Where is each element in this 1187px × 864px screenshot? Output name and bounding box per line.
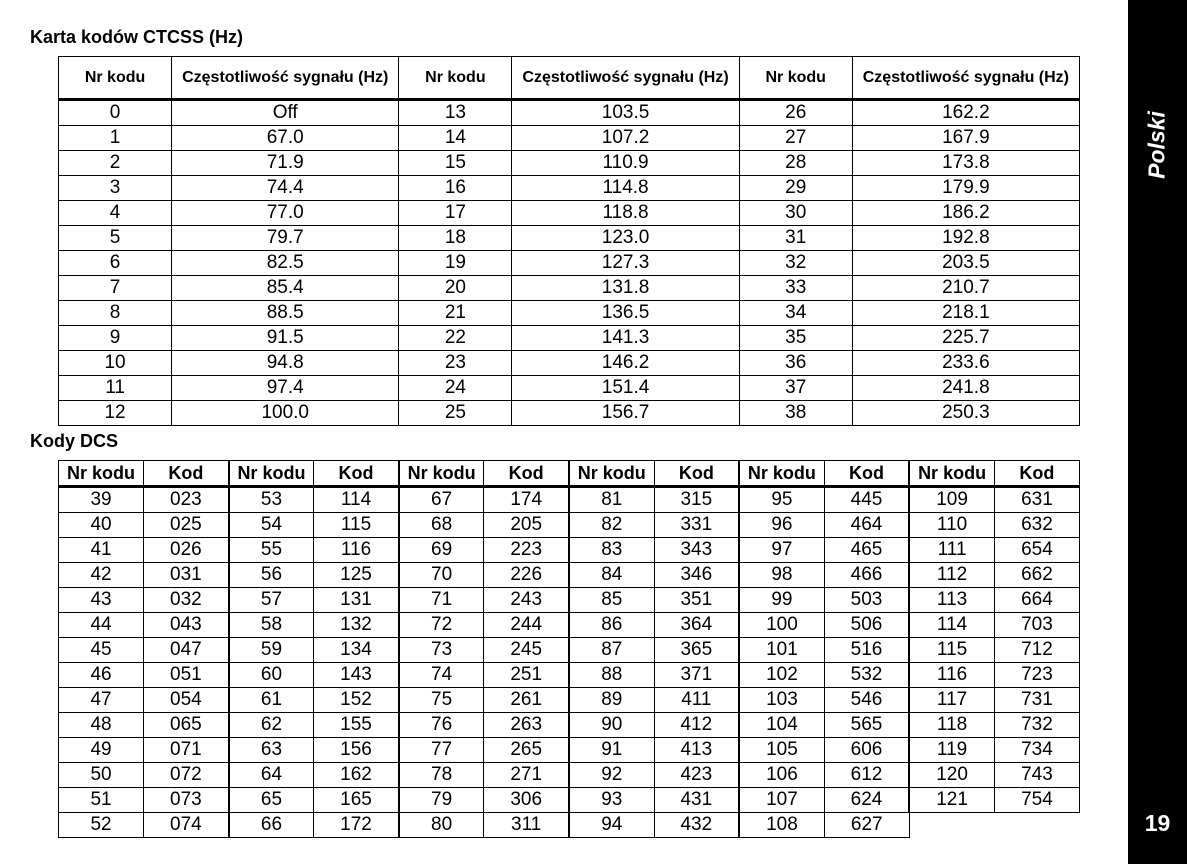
table-cell: 91.5 [172,326,399,351]
table-cell: 612 [824,763,909,788]
table-cell: 233.6 [852,351,1079,376]
table-cell: 731 [994,688,1079,713]
table-cell: 2 [59,151,172,176]
table-cell: 703 [994,613,1079,638]
table-header-row [59,461,1080,487]
table-cell: 14 [399,126,512,151]
table-cell: 94 [569,813,654,838]
table-cell: 70 [399,563,484,588]
table-cell: 4 [59,201,172,226]
column-header-value: Częstotliwość sygnału (Hz) [512,57,739,100]
table-cell: 364 [654,613,739,638]
table-cell: 47 [59,688,144,713]
table-cell: 606 [824,738,909,763]
table-cell: 85.4 [172,276,399,301]
table-cell: 101 [739,638,824,663]
table-cell: 74.4 [172,176,399,201]
table-cell: 516 [824,638,909,663]
table-cell: 179.9 [852,176,1079,201]
table-cell: 624 [824,788,909,813]
table-cell: 112 [909,563,994,588]
table-row [59,763,1080,788]
table-row [59,613,1080,638]
table-cell: 121 [909,788,994,813]
table-cell: 55 [229,538,314,563]
table-cell: 67 [399,487,484,513]
column-header-value: Kod [144,461,229,487]
table-cell: 46 [59,663,144,688]
table-cell: 210.7 [852,276,1079,301]
table-cell: 15 [399,151,512,176]
table-row [59,276,1080,301]
table-cell: 54 [229,513,314,538]
table-cell: 10 [59,351,172,376]
table-cell: 031 [144,563,229,588]
column-header-code-number: Nr kodu [59,57,172,100]
table-cell: 113 [909,588,994,613]
table-cell: 78 [399,763,484,788]
table-cell: 244 [484,613,569,638]
table-cell: 331 [654,513,739,538]
ctcss-section-title: Karta kodów CTCSS (Hz) [30,27,244,47]
table-row [59,151,1080,176]
table-cell: 82.5 [172,251,399,276]
table-cell: 071 [144,738,229,763]
table-cell: 80 [399,813,484,838]
table-cell: 506 [824,613,909,638]
table-cell: 218.1 [852,301,1079,326]
table-cell: 91 [569,738,654,763]
table-cell: 20 [399,276,512,301]
table-cell: 105 [739,738,824,763]
table-cell: 026 [144,538,229,563]
table-cell: 146.2 [512,351,739,376]
table-cell: 92 [569,763,654,788]
table-cell: 39 [59,487,144,513]
table-cell: 97 [739,538,824,563]
column-header-value: Kod [314,461,399,487]
table-cell: 245 [484,638,569,663]
table-cell: 61 [229,688,314,713]
table-cell: 24 [399,376,512,401]
table-cell: 109 [909,487,994,513]
table-cell: 118.8 [512,201,739,226]
table-cell: 107.2 [512,126,739,151]
table-cell: 76 [399,713,484,738]
table-cell: 72 [399,613,484,638]
table-cell: 85 [569,588,654,613]
column-header-value: Kod [654,461,739,487]
table-cell: 423 [654,763,739,788]
table-cell: 664 [994,588,1079,613]
table-cell: 11 [59,376,172,401]
table-cell: 8 [59,301,172,326]
table-cell: 431 [654,788,739,813]
table-cell: 754 [994,788,1079,813]
table-cell: 632 [994,513,1079,538]
table-cell: 19 [399,251,512,276]
table-cell: 155 [314,713,399,738]
table-cell: 251 [484,663,569,688]
table-cell: 42 [59,563,144,588]
column-header-value: Kod [824,461,909,487]
table-cell: 86 [569,613,654,638]
table-cell: 120 [909,763,994,788]
table-cell: 40 [59,513,144,538]
table-cell: 57 [229,588,314,613]
table-cell: 110 [909,513,994,538]
table-cell: 81 [569,487,654,513]
table-cell: 34 [739,301,852,326]
table-cell: 243 [484,588,569,613]
table-cell: 69 [399,538,484,563]
table-cell: 445 [824,487,909,513]
table-cell: 465 [824,538,909,563]
table-cell: 75 [399,688,484,713]
table-cell: 223 [484,538,569,563]
table-cell: 94.8 [172,351,399,376]
table-cell: 263 [484,713,569,738]
table-cell: 173.8 [852,151,1079,176]
table-cell: 241.8 [852,376,1079,401]
table-cell: 654 [994,538,1079,563]
table-cell: 565 [824,713,909,738]
table-cell: 167.9 [852,126,1079,151]
table-cell: 13 [399,100,512,126]
table-cell: 116 [909,663,994,688]
table-cell: 44 [59,613,144,638]
table-cell: 67.0 [172,126,399,151]
table-cell: 265 [484,738,569,763]
column-header-value: Częstotliwość sygnału (Hz) [172,57,399,100]
table-cell: 5 [59,226,172,251]
column-header-code-number: Nr kodu [59,461,144,487]
table-cell: 74 [399,663,484,688]
table-cell: 79 [399,788,484,813]
table-cell: 023 [144,487,229,513]
table-cell: 073 [144,788,229,813]
table-cell: 37 [739,376,852,401]
table-cell: 71.9 [172,151,399,176]
table-cell: 072 [144,763,229,788]
column-header-code-number: Nr kodu [739,461,824,487]
table-cell: 97.4 [172,376,399,401]
table-cell: 051 [144,663,229,688]
table-cell: 99 [739,588,824,613]
table-cell: 413 [654,738,739,763]
table-cell: 743 [994,763,1079,788]
table-row [59,638,1080,663]
table-cell: 043 [144,613,229,638]
table-cell: 102 [739,663,824,688]
table-cell: 464 [824,513,909,538]
column-header-code-number: Nr kodu [569,461,654,487]
table-cell: 466 [824,563,909,588]
table-row [59,251,1080,276]
column-header-code-number: Nr kodu [909,461,994,487]
table-row [59,326,1080,351]
table-cell: 95 [739,487,824,513]
table-row [59,738,1080,763]
table-cell: 100 [739,613,824,638]
table-cell: 118 [909,713,994,738]
column-header-code-number: Nr kodu [229,461,314,487]
table-cell: 62 [229,713,314,738]
table-cell: 23 [399,351,512,376]
table-row [59,126,1080,151]
table-cell: 411 [654,688,739,713]
table-cell: 31 [739,226,852,251]
table-cell: 127.3 [512,251,739,276]
table-cell: 065 [144,713,229,738]
table-row [59,351,1080,376]
table-cell: 165 [314,788,399,813]
table-cell: 63 [229,738,314,763]
table-cell: 7 [59,276,172,301]
table-cell: 18 [399,226,512,251]
table-cell: 88.5 [172,301,399,326]
table-cell: 134 [314,638,399,663]
table-cell: 123.0 [512,226,739,251]
table-cell: 365 [654,638,739,663]
table-cell: 93 [569,788,654,813]
table-cell: 203.5 [852,251,1079,276]
table-cell: 546 [824,688,909,713]
table-cell: 22 [399,326,512,351]
dcs-section-title: Kody DCS [30,431,119,451]
column-header-code-number: Nr kodu [399,57,512,100]
table-cell: 723 [994,663,1079,688]
table-cell: 346 [654,563,739,588]
table-row [59,487,1080,513]
table-cell: 107 [739,788,824,813]
table-cell: 226 [484,563,569,588]
table-cell: 52 [59,813,144,838]
table-cell: 12 [59,401,172,426]
table-cell: 38 [739,401,852,426]
table-cell: 16 [399,176,512,201]
table-cell: 114.8 [512,176,739,201]
table-cell: 48 [59,713,144,738]
table-cell: 110.9 [512,151,739,176]
table-cell: 71 [399,588,484,613]
table-cell: 83 [569,538,654,563]
column-header-code-number: Nr kodu [399,461,484,487]
table-cell: 162 [314,763,399,788]
column-header-value: Kod [994,461,1079,487]
table-cell: 1 [59,126,172,151]
table-cell: 21 [399,301,512,326]
table-cell: 51 [59,788,144,813]
table-cell: 73 [399,638,484,663]
table-cell: 79.7 [172,226,399,251]
table-cell: 351 [654,588,739,613]
table-cell: 271 [484,763,569,788]
page-number: 19 [1144,810,1171,836]
table-cell: 114 [909,613,994,638]
dcs-code-table [58,460,1080,838]
table-cell: 412 [654,713,739,738]
table-cell: 186.2 [852,201,1079,226]
table-cell: 156.7 [512,401,739,426]
table-cell: 116 [314,538,399,563]
table-cell: 119 [909,738,994,763]
table-cell: 225.7 [852,326,1079,351]
table-cell: 56 [229,563,314,588]
table-cell: 025 [144,513,229,538]
table-cell: 45 [59,638,144,663]
table-cell: 054 [144,688,229,713]
table-cell: 250.3 [852,401,1079,426]
table-cell: 87 [569,638,654,663]
table-row [59,713,1080,738]
table-cell: 047 [144,638,229,663]
table-cell: 734 [994,738,1079,763]
table-cell: 306 [484,788,569,813]
table-header-row [59,57,1080,100]
table-cell: 50 [59,763,144,788]
table-row [59,401,1080,426]
table-cell: 28 [739,151,852,176]
table-cell [994,813,1079,838]
table-cell: 032 [144,588,229,613]
table-cell: 627 [824,813,909,838]
table-cell: 6 [59,251,172,276]
table-cell: 172 [314,813,399,838]
table-row [59,663,1080,688]
table-cell: 132 [314,613,399,638]
table-cell: 0 [59,100,172,126]
table-row [59,301,1080,326]
table-cell: 156 [314,738,399,763]
table-cell: 261 [484,688,569,713]
table-row [59,813,1080,838]
table-cell: 65 [229,788,314,813]
table-cell: 41 [59,538,144,563]
table-cell: 371 [654,663,739,688]
table-row [59,100,1080,126]
table-cell: 503 [824,588,909,613]
table-cell: 32 [739,251,852,276]
table-row [59,176,1080,201]
table-row [59,226,1080,251]
table-cell: 17 [399,201,512,226]
table-cell: 104 [739,713,824,738]
table-cell: 141.3 [512,326,739,351]
table-row [59,201,1080,226]
table-row [59,538,1080,563]
table-cell: 205 [484,513,569,538]
table-cell: 162.2 [852,100,1079,126]
table-cell: 58 [229,613,314,638]
table-cell: 311 [484,813,569,838]
table-cell: 30 [739,201,852,226]
table-row [59,376,1080,401]
table-cell: 59 [229,638,314,663]
table-cell: 151.4 [512,376,739,401]
table-cell: 36 [739,351,852,376]
language-label: Polski [1143,111,1170,179]
table-cell: 432 [654,813,739,838]
table-cell: 26 [739,100,852,126]
table-cell: 111 [909,538,994,563]
table-row [59,688,1080,713]
table-cell: 27 [739,126,852,151]
table-cell: 732 [994,713,1079,738]
table-cell: 68 [399,513,484,538]
table-cell: 106 [739,763,824,788]
table-cell: 53 [229,487,314,513]
table-cell: 98 [739,563,824,588]
table-cell: 82 [569,513,654,538]
column-header-value: Kod [484,461,569,487]
table-row [59,588,1080,613]
table-cell: 9 [59,326,172,351]
table-cell: 343 [654,538,739,563]
table-cell: 103.5 [512,100,739,126]
table-row [59,563,1080,588]
table-cell: 712 [994,638,1079,663]
table-cell: 115 [909,638,994,663]
table-cell: 33 [739,276,852,301]
table-cell: 532 [824,663,909,688]
column-header-code-number: Nr kodu [739,57,852,100]
column-header-value: Częstotliwość sygnału (Hz) [852,57,1079,100]
table-cell [909,813,994,838]
table-cell: 43 [59,588,144,613]
table-cell: 136.5 [512,301,739,326]
table-cell: 631 [994,487,1079,513]
table-cell: 49 [59,738,144,763]
table-cell: 114 [314,487,399,513]
table-cell: 108 [739,813,824,838]
table-cell: 115 [314,513,399,538]
table-row [59,788,1080,813]
table-cell: 662 [994,563,1079,588]
ctcss-code-table [58,56,1080,426]
table-cell: 64 [229,763,314,788]
table-cell: 88 [569,663,654,688]
table-cell: Off [172,100,399,126]
table-cell: 315 [654,487,739,513]
table-cell: 77.0 [172,201,399,226]
table-cell: 131 [314,588,399,613]
table-cell: 96 [739,513,824,538]
table-cell: 89 [569,688,654,713]
table-cell: 192.8 [852,226,1079,251]
table-cell: 143 [314,663,399,688]
table-cell: 29 [739,176,852,201]
table-cell: 90 [569,713,654,738]
table-row [59,513,1080,538]
table-cell: 60 [229,663,314,688]
table-cell: 125 [314,563,399,588]
table-cell: 77 [399,738,484,763]
table-cell: 174 [484,487,569,513]
table-cell: 25 [399,401,512,426]
table-cell: 152 [314,688,399,713]
table-cell: 074 [144,813,229,838]
table-cell: 84 [569,563,654,588]
table-cell: 131.8 [512,276,739,301]
table-cell: 100.0 [172,401,399,426]
table-cell: 66 [229,813,314,838]
table-cell: 103 [739,688,824,713]
table-cell: 117 [909,688,994,713]
table-cell: 35 [739,326,852,351]
table-cell: 3 [59,176,172,201]
